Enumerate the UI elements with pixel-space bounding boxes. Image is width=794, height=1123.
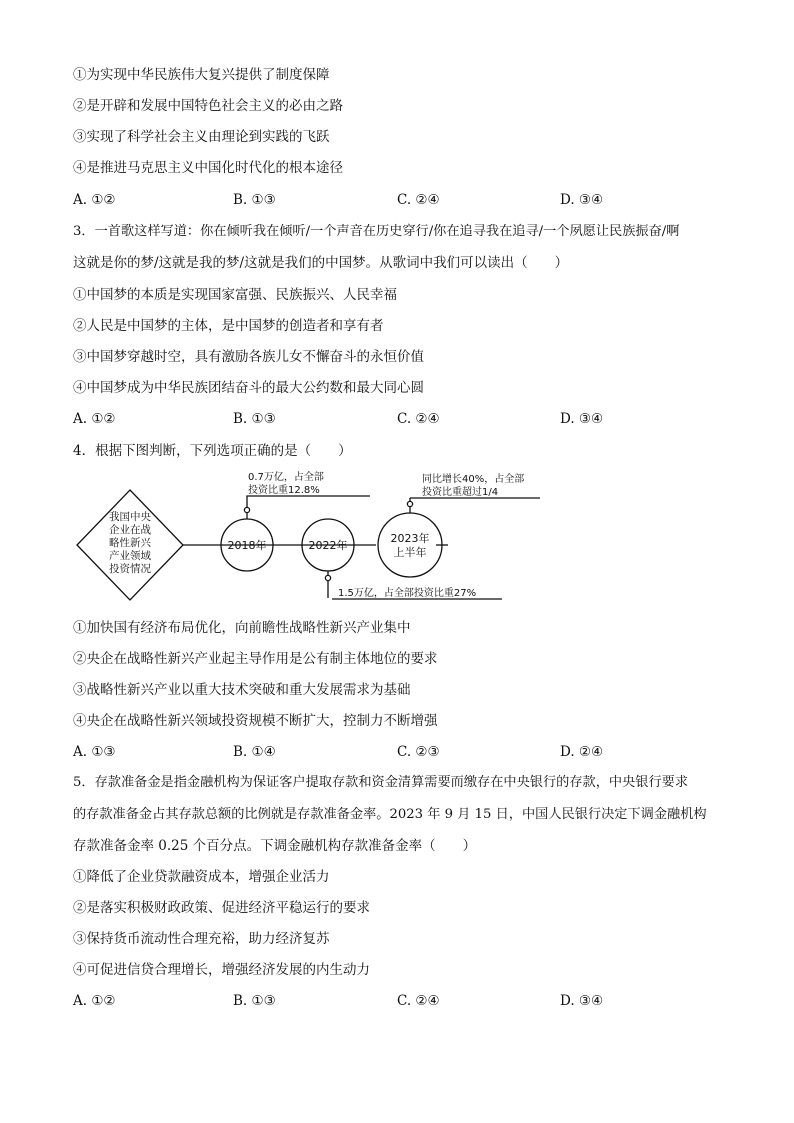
q2-options: [73, 190, 713, 210]
q5-options: [73, 991, 713, 1011]
q4-option-c[interactable]: C. ②③: [397, 744, 440, 760]
q4-option-d[interactable]: D. ②④: [560, 744, 604, 760]
q2-option-d[interactable]: D. ③④: [560, 192, 604, 208]
q3-option-c[interactable]: C. ②④: [397, 411, 440, 427]
q4-diagram: [70, 468, 550, 608]
note-2023-line-1: 同比增长40%，占全部: [422, 474, 525, 485]
node-2023-label-1: 2023年: [390, 532, 430, 545]
q3-option-d[interactable]: D. ③④: [560, 411, 604, 427]
note-2018-line-2: 投资比重12.8%: [248, 485, 320, 496]
q5-stem-line-3: 存款准备金率 0.25 个百分点。下调金融机构存款准备金率（ ）: [73, 838, 477, 854]
q3-stem-line-1: 3．一首歌这样写道：你在倾听我在倾听/一个声音在历史穿行/你在追寻我在追寻/一个夙愿让民族振奋/啊: [73, 224, 680, 239]
q5-option-c[interactable]: C. ②④: [397, 993, 440, 1009]
q5-stem-line-2: 的存款准备金占其存款总额的比例就是存款准备金率。2023 年 9 月 15 日，中国人民银行决定下调金融机构: [73, 807, 707, 822]
q2-option-a[interactable]: A. ①②: [73, 192, 116, 208]
diamond-text-5: 投资情况: [109, 563, 151, 575]
callout-2018-line: [247, 496, 370, 498]
q5-item-4: ④可促进信贷合理增长，增强经济发展的内生动力: [73, 962, 370, 978]
note-2022: 1.5万亿，占全部投资比重27%: [338, 588, 477, 599]
q4-options: [73, 742, 713, 762]
q3-options: [73, 409, 713, 429]
q2-item-2: ②是开辟和发展中国特色社会主义的必由之路: [73, 98, 343, 114]
q3-item-2: ②人民是中国梦的主体，是中国梦的创造者和享有者: [73, 318, 384, 334]
q5-option-d[interactable]: D. ③④: [560, 993, 604, 1009]
q2-option-c[interactable]: C. ②④: [397, 192, 440, 208]
q5-item-2: ②是落实积极财政政策、促进经济平稳运行的要求: [73, 900, 370, 916]
q4-item-1: ①加快国有经济布局优化，向前瞻性战略性新兴产业集中: [73, 620, 411, 636]
q4-item-4: ④央企在战略性新兴领域投资规模不断扩大，控制力不断增强: [73, 713, 438, 729]
diamond-text-2: 企业在战: [109, 524, 151, 536]
q3-stem-line-2: 这就是你的梦/这就是我的梦/这就是我们的中国梦。从歌词中我们可以读出（ ）: [73, 255, 569, 271]
node-2023-label-2: 上半年: [393, 546, 427, 559]
q5-item-3: ③保持货币流动性合理充裕，助力经济复苏: [73, 931, 330, 947]
q4-option-a[interactable]: A. ①③: [73, 744, 116, 760]
diamond-text-1: 我国中央: [109, 511, 151, 523]
q3-item-4: ④中国梦成为中华民族团结奋斗的最大公约数和最大同心圆: [73, 380, 424, 396]
q5-item-1: ①降低了企业贷款融资成本，增强企业活力: [73, 869, 330, 885]
q2-item-1: ①为实现中华民族伟大复兴提供了制度保障: [73, 67, 330, 83]
q4-item-3: ③战略性新兴产业以重大技术突破和重大发展需求为基础: [73, 682, 411, 698]
q5-stem-line-1: 5．存款准备金是指金融机构为保证客户提取存款和资金清算需要而缴存在中央银行的存款，中央银行要求: [73, 775, 689, 790]
q2-item-3: ③实现了科学社会主义由理论到实践的飞跃: [73, 129, 330, 145]
q4-item-2: ②央企在战略性新兴产业起主导作用是公有制主体地位的要求: [73, 651, 438, 667]
note-2023-line-2: 投资比重超过1/4: [422, 487, 499, 498]
q2-option-b[interactable]: B. ①③: [233, 192, 276, 208]
q3-item-1: ①中国梦的本质是实现国家富强、民族振兴、人民幸福: [73, 287, 397, 303]
node-2023-circle: [378, 513, 442, 577]
q4-stem: 4．根据下图判断，下列选项正确的是（ ）: [73, 443, 352, 459]
node-2022-label: 2022年: [308, 539, 348, 552]
q3-item-3: ③中国梦穿越时空，具有激励各族儿女不懈奋斗的永恒价值: [73, 349, 424, 365]
q4-option-b[interactable]: B. ①④: [233, 744, 276, 760]
q5-option-b[interactable]: B. ①③: [233, 993, 276, 1009]
diamond-text-3: 略性新兴: [109, 537, 151, 549]
diamond-text-4: 产业领域: [109, 550, 151, 562]
node-2018-label: 2018年: [227, 539, 267, 552]
q2-item-4: ④是推进马克思主义中国化时代化的根本途径: [73, 160, 343, 176]
q5-option-a[interactable]: A. ①②: [73, 993, 116, 1009]
note-2018-line-1: 0.7万亿，占全部: [248, 472, 324, 483]
q3-option-b[interactable]: B. ①③: [233, 411, 276, 427]
q3-option-a[interactable]: A. ①②: [73, 411, 116, 427]
